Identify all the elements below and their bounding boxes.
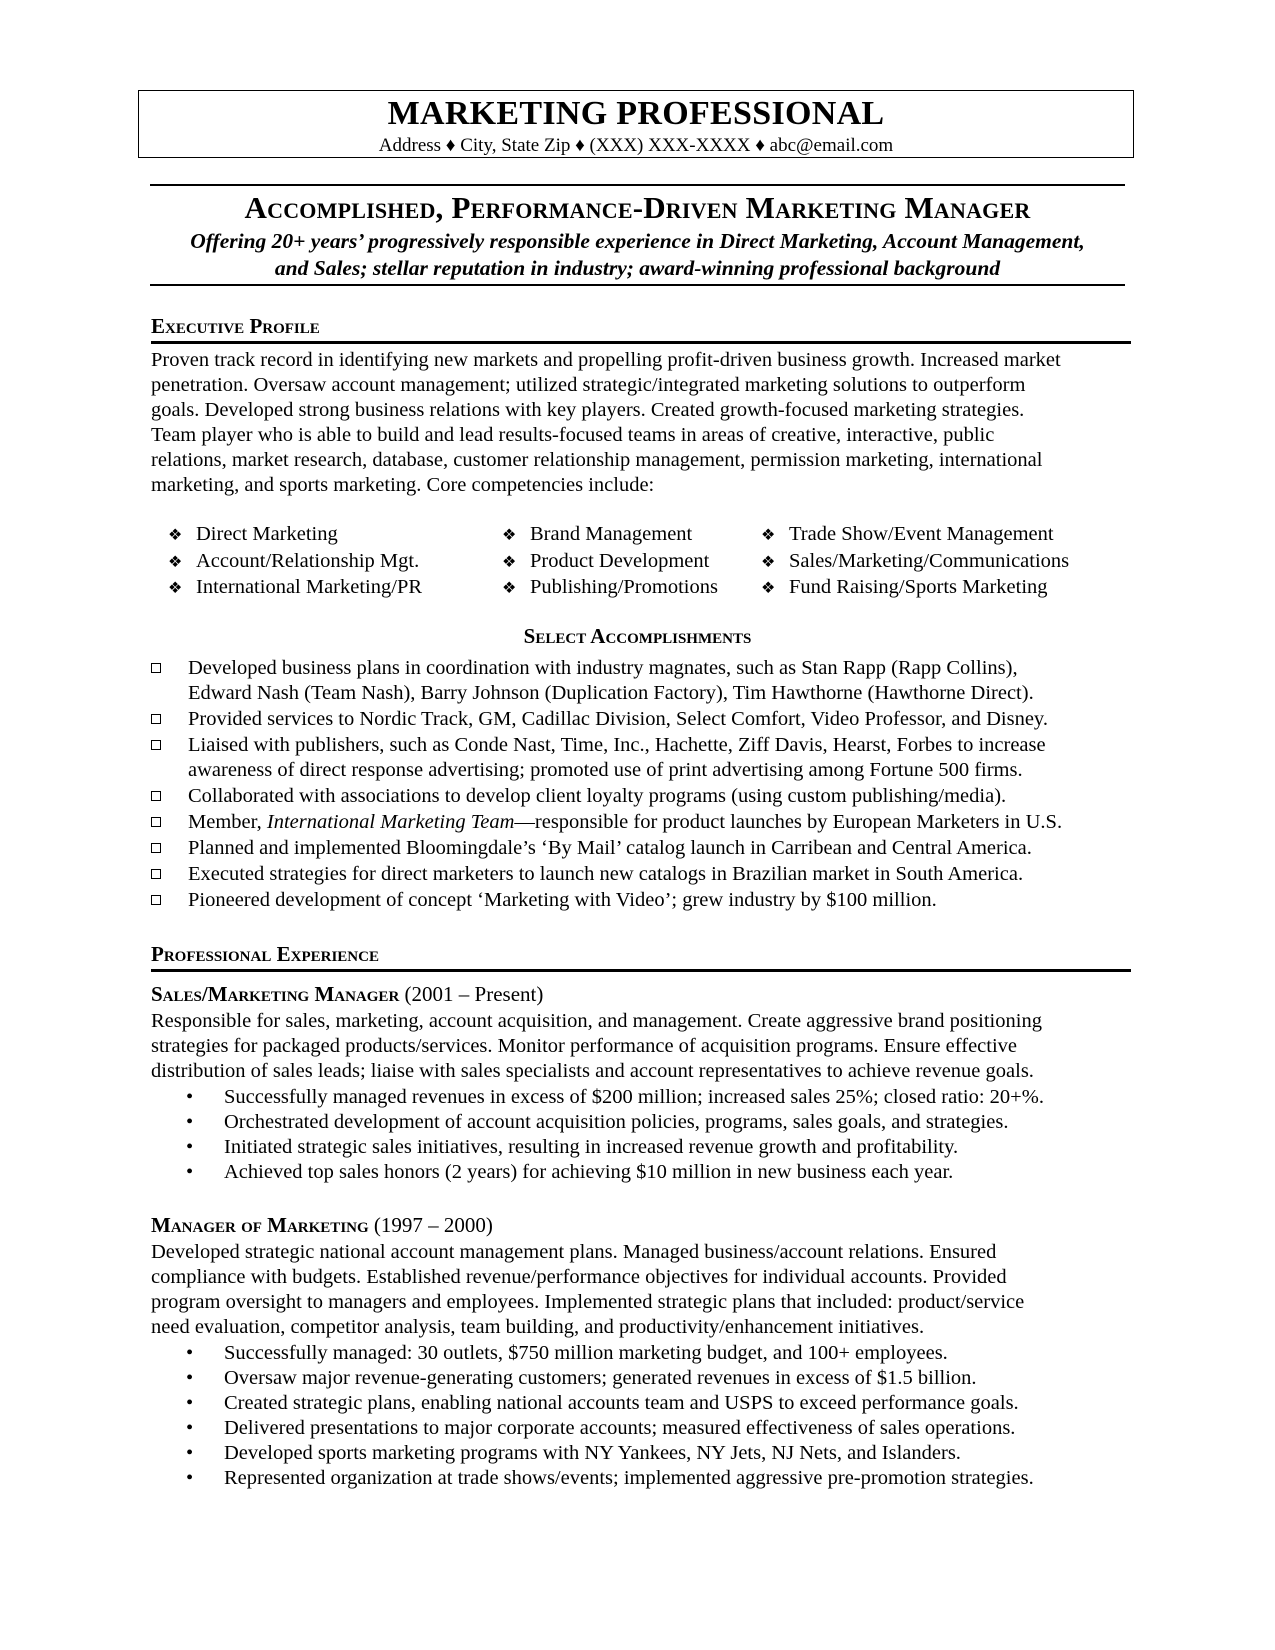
subheadline-line: and Sales; stellar reputation in industry; award-winning professional background xyxy=(274,256,1001,280)
checkbox-square-icon xyxy=(151,869,161,879)
job-2-bullets xyxy=(186,1341,1136,1491)
job-title-text: Manager of Marketing xyxy=(151,1213,369,1237)
bullet-dot-icon: • xyxy=(186,1417,194,1439)
checkbox-square-icon xyxy=(151,740,161,750)
job-bullet: • Developed sports marketing programs with NY Yankees, NY Jets, NJ Nets, and Islanders. xyxy=(186,1442,961,1464)
competency-item: ❖ Brand Management xyxy=(502,522,718,549)
bullet-dot-icon: • xyxy=(186,1161,194,1183)
competency-item: ❖ Account/Relationship Mgt. xyxy=(168,549,422,576)
subheadline xyxy=(150,228,1125,282)
profile-line: penetration. Oversaw account management; utilized strategic/integrated marketing solutions to outperform xyxy=(151,374,1026,396)
accomplishment-item: Planned and implemented Bloomingdale’s ‘By Mail’ catalog launch in Carribean and Central America. xyxy=(151,836,1136,861)
accomplishment-item: Provided services to Nordic Track, GM, Cadillac Division, Select Comfort, Video Professor, and Disney. xyxy=(151,707,1136,732)
job-bullet: • Delivered presentations to major corporate accounts; measured effectiveness of sales operations. xyxy=(186,1417,1016,1439)
header-box xyxy=(138,90,1134,158)
headline-bottom-rule xyxy=(150,284,1125,286)
accomplishment-item: Collaborated with associations to develop client loyalty programs (using custom publishing/media). xyxy=(151,784,1136,809)
diamond-bullet-icon: ❖ xyxy=(761,553,776,571)
profile-line: marketing, and sports marketing. Core competencies include: xyxy=(151,474,655,496)
competencies-column-1 xyxy=(168,522,422,602)
bullet-dot-icon: • xyxy=(186,1467,194,1489)
section-title-accomplishments: Select Accomplishments xyxy=(523,624,752,648)
job-dates: (1997 – 2000) xyxy=(373,1213,493,1237)
profile-line: Team player who is able to build and lead results-focused teams in areas of creative, interactive, public xyxy=(151,424,995,446)
competency-item: ❖ Publishing/Promotions xyxy=(502,575,718,602)
candidate-name: MARKETING PROFESSIONAL xyxy=(387,95,885,132)
diamond-bullet-icon: ❖ xyxy=(502,527,517,544)
executive-profile-text xyxy=(151,348,1131,498)
checkbox-square-icon xyxy=(151,817,161,827)
job-bullet: • Orchestrated development of account acquisition policies, programs, sales goals, and strategies. xyxy=(186,1111,1009,1133)
diamond-bullet-icon: ❖ xyxy=(168,553,183,571)
competency-item: ❖ Trade Show/Event Management xyxy=(761,522,1069,549)
headline-top-rule xyxy=(150,184,1125,186)
checkbox-square-icon xyxy=(151,714,161,724)
checkbox-square-icon xyxy=(151,895,161,905)
checkbox-square-icon xyxy=(151,791,161,801)
job-title-text: Sales/Marketing Manager xyxy=(151,982,400,1006)
checkbox-square-icon xyxy=(151,843,161,853)
bullet-dot-icon: • xyxy=(186,1442,194,1464)
job-2-description: Developed strategic national account management plans. Managed business/account relations. Ensured compliance with budgets. Established revenue/performance objectives for individual accounts. Provided program oversight to managers and employees. Implemented strategic plans that included: product/service need evaluation, competitor analysis, team building, and productivity/enhancement initiatives. xyxy=(151,1241,1025,1338)
subheadline-line: Offering 20+ years’ progressively responsible experience in Direct Marketing, Account Management, xyxy=(190,229,1085,253)
profile-line: Proven track record in identifying new markets and propelling profit-driven business growth. Increased market xyxy=(151,349,1061,371)
contact-line: Address ♦ City, State Zip ♦ (XXX) XXX-XXXX ♦ abc@email.com xyxy=(378,135,894,156)
checkbox-square-icon xyxy=(151,663,161,673)
job-title-1 xyxy=(151,982,543,1006)
accomplishment-item: Executed strategies for direct marketers to launch new catalogs in Brazilian market in South America. xyxy=(151,862,1136,887)
bullet-dot-icon: • xyxy=(186,1136,194,1158)
competencies-column-3 xyxy=(761,522,1069,602)
section-rule xyxy=(151,341,1131,344)
competency-item: ❖ Direct Marketing xyxy=(168,522,422,549)
diamond-bullet-icon: ❖ xyxy=(761,580,776,597)
section-title-executive-profile: Executive Profile xyxy=(151,314,320,338)
profile-line: goals. Developed strong business relations with key players. Created growth-focused marketing strategies. xyxy=(151,399,1025,421)
job-dates: (2001 – Present) xyxy=(404,982,544,1006)
job-bullet: • Represented organization at trade shows/events; implemented aggressive pre-promotion strategies. xyxy=(186,1467,1034,1489)
bullet-dot-icon: • xyxy=(186,1367,194,1389)
accomplishment-item: Pioneered development of concept ‘Marketing with Video’; grew industry by $100 million. xyxy=(151,888,1136,913)
job-1-description: Responsible for sales, marketing, account acquisition, and management. Create aggressive brand positioning strategies for packaged products/services. Monitor performance of acquisition programs. Ensure effective distribution of sales leads; liaise with sales specialists and account representatives to achieve revenue goals. xyxy=(151,1010,1042,1082)
competency-item: ❖ Sales/Marketing/Communications xyxy=(761,549,1069,576)
accomplishment-item: Member, International Marketing Team—responsible for product launches by European Marketers in U.S. xyxy=(151,810,1136,835)
accomplishment-item: Liaised with publishers, such as Conde Nast, Time, Inc., Hachette, Ziff Davis, Hearst, Forbes to increase awareness of direct response advertising; promoted use of print advertising among Fortune 500 firms. xyxy=(151,733,1136,783)
section-title-experience: Professional Experience xyxy=(151,942,379,966)
job-1-bullets xyxy=(186,1085,1136,1185)
job-bullet: • Oversaw major revenue-generating customers; generated revenues in excess of $1.5 billion. xyxy=(186,1367,977,1389)
job-bullet: • Achieved top sales honors (2 years) for achieving $10 million in new business each year. xyxy=(186,1161,954,1183)
bullet-dot-icon: • xyxy=(186,1086,194,1108)
competency-item: ❖ Fund Raising/Sports Marketing xyxy=(761,575,1069,602)
bullet-dot-icon: • xyxy=(186,1111,194,1133)
profile-line: relations, market research, database, customer relationship management, permission marketing, international xyxy=(151,449,1043,471)
accomplishment-item: Developed business plans in coordination with industry magnates, such as Stan Rapp (Rapp Collins), Edward Nash (Team Nash), Barry Johnson (Duplication Factory), Tim Hawthorne (Hawthorne Direct). xyxy=(151,656,1136,706)
diamond-bullet-icon: ❖ xyxy=(502,580,517,597)
headline: Accomplished, Performance-Driven Marketing Manager xyxy=(244,190,1031,225)
competency-item: ❖ International Marketing/PR xyxy=(168,575,422,602)
accomplishments-list xyxy=(151,656,1136,914)
diamond-bullet-icon: ❖ xyxy=(502,553,517,571)
diamond-bullet-icon: ❖ xyxy=(168,527,183,544)
job-bullet: • Successfully managed: 30 outlets, $750 million marketing budget, and 100+ employees. xyxy=(186,1342,948,1364)
competencies-column-2 xyxy=(502,522,718,602)
job-title-2 xyxy=(151,1213,493,1237)
diamond-bullet-icon: ❖ xyxy=(761,527,776,544)
competency-item: ❖ Product Development xyxy=(502,549,718,576)
job-bullet: • Initiated strategic sales initiatives, resulting in increased revenue growth and profitability. xyxy=(186,1136,959,1158)
bullet-dot-icon: • xyxy=(186,1392,194,1414)
section-rule xyxy=(151,969,1131,972)
diamond-bullet-icon: ❖ xyxy=(168,580,183,597)
job-bullet: • Created strategic plans, enabling national accounts team and USPS to exceed performance goals. xyxy=(186,1392,1019,1414)
job-bullet: • Successfully managed revenues in excess of $200 million; increased sales 25%; closed ratio: 20+%. xyxy=(186,1086,1044,1108)
bullet-dot-icon: • xyxy=(186,1342,194,1364)
